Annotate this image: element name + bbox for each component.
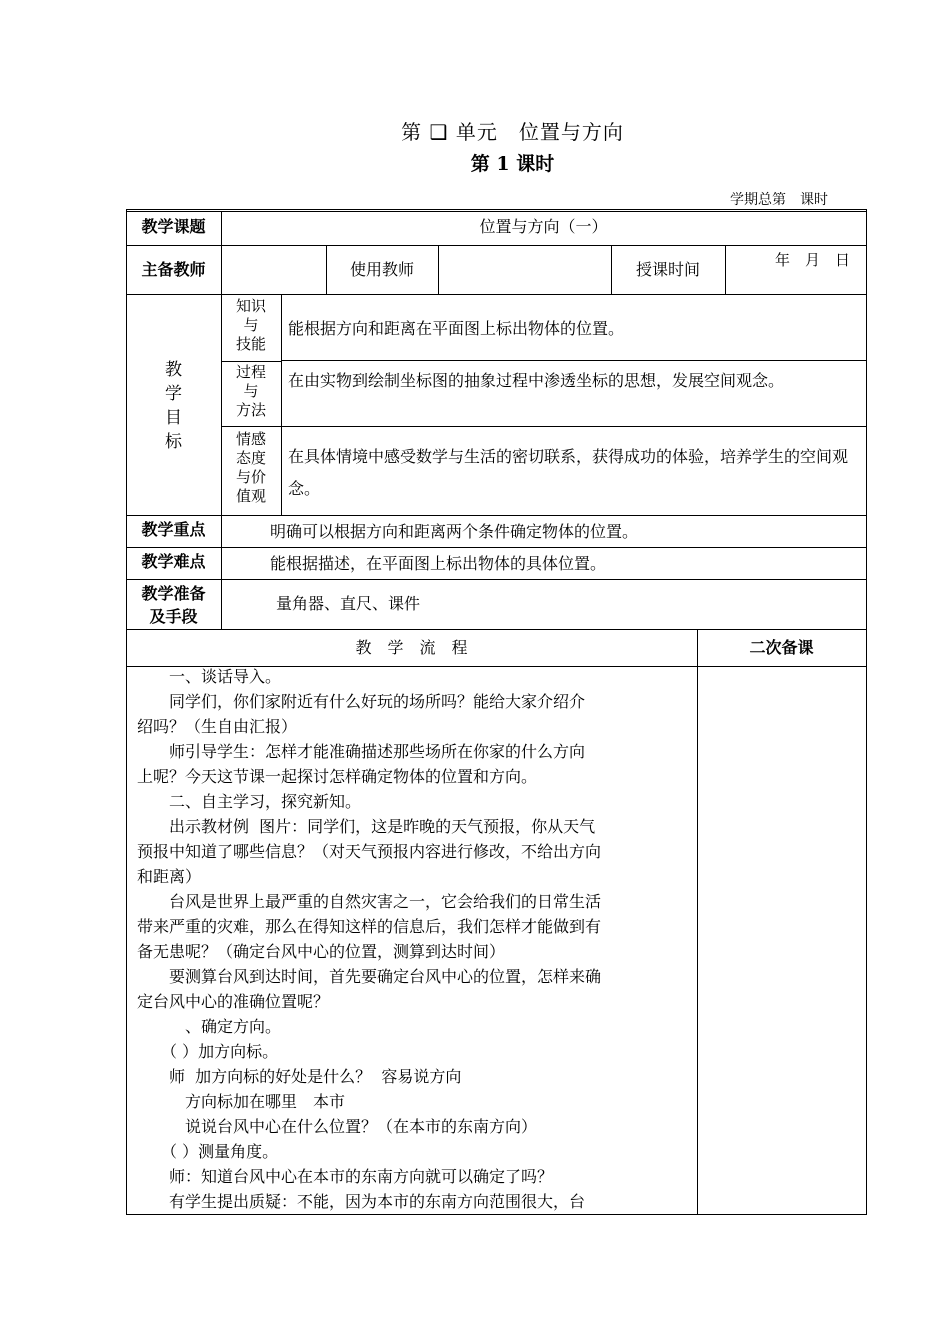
flow-line: 方向标加在哪里 本市: [137, 1092, 346, 1111]
flow-line: 和距离）: [137, 867, 202, 886]
term-lesson-counter: 学期总第 课时: [730, 192, 828, 208]
teaching-flow-header: 教 学 流 程: [355, 638, 468, 657]
objectives-label: 教 学 目 标: [165, 360, 182, 452]
teaching-time-value: 年 月 日: [775, 251, 851, 269]
objective-category-process: 过程 与 方法: [235, 363, 266, 419]
second-prep-header: 二次备课: [749, 638, 814, 657]
flow-line: 出示教材例 图片：同学们，这是昨晚的天气预报，你从天气: [137, 817, 596, 836]
flow-line: 预报中知道了哪些信息？（对天气预报内容进行修改，不给出方向: [137, 842, 602, 861]
flow-line: 上呢？今天这节课一起探讨怎样确定物体的位置和方向。: [137, 767, 538, 786]
flow-line: 定台风中心的准确位置呢？: [137, 992, 330, 1011]
unit-title: 第 ❑ 单元 位置与方向: [401, 120, 624, 144]
flow-line: 同学们，你们家附近有什么好玩的场所吗？能给大家介绍介: [137, 692, 586, 711]
objective-text-emotion: 在具体情境中感受数学与生活的密切联系，获得成功的体验，培养学生的空间观念。: [288, 447, 849, 498]
flow-line: （ ）测量角度。: [137, 1142, 279, 1161]
lead-teacher-label: 主备教师: [141, 260, 206, 279]
flow-line: 台风是世界上最严重的自然灾害之一，它会给我们的日常生活: [137, 892, 602, 911]
flow-line: 有学生提出质疑：不能，因为本市的东南方向范围很大，台: [137, 1192, 586, 1211]
lesson-title: 第 1 课时: [470, 153, 555, 175]
teaching-time-label: 授课时间: [635, 260, 700, 279]
user-teacher-label: 使用教师: [349, 260, 414, 279]
flow-line: 二、自主学习，探究新知。: [137, 792, 362, 811]
difficulties-value: 能根据描述，在平面图上标出物体的具体位置。: [270, 554, 607, 573]
flow-line: 师：知道台风中心在本市的东南方向就可以确定了吗？: [137, 1167, 554, 1186]
flow-line: 绍吗？（生自由汇报）: [137, 717, 298, 736]
objective-text-knowledge: 能根据方向和距离在平面图上标出物体的位置。: [288, 319, 625, 338]
key-points-label: 教学重点: [141, 520, 206, 539]
flow-line: 师引导学生：怎样才能准确描述那些场所在你家的什么方向: [137, 742, 586, 761]
key-points-value: 明确可以根据方向和距离两个条件确定物体的位置。: [270, 522, 639, 541]
flow-line: 带来严重的灾难，那么在得知这样的信息后，我们怎样才能做到有: [137, 917, 602, 936]
flow-line: （ ）加方向标。: [137, 1042, 279, 1061]
preparation-value: 量角器、直尺、课件: [276, 594, 421, 613]
topic-value: 位置与方向（一）: [479, 217, 608, 236]
topic-label: 教学课题: [141, 217, 206, 236]
difficulties-label: 教学难点: [141, 552, 206, 571]
flow-line: 要测算台风到达时间，首先要确定台风中心的位置，怎样来确: [137, 967, 602, 986]
flow-line: 、确定方向。: [137, 1017, 282, 1036]
objective-text-process: 在由实物到绘制坐标图的抽象过程中渗透坐标的思想，发展空间观念。: [288, 371, 785, 390]
teaching-flow-content: [137, 664, 693, 1214]
objective-category-knowledge: 知识 与 技能: [235, 297, 266, 353]
flow-line: 说说台风中心在什么位置？（在本市的东南方向）: [137, 1117, 538, 1136]
preparation-label: 教学准备 及手段: [141, 584, 206, 626]
flow-line: 一、谈话导入。: [137, 667, 282, 686]
flow-line: 师 加方向标的好处是什么？ 容易说方向: [137, 1067, 462, 1086]
flow-line: 备无患呢？（确定台风中心的位置，测算到达时间）: [137, 942, 506, 961]
objective-category-emotion: 情感 态度 与价 值观: [235, 430, 266, 505]
